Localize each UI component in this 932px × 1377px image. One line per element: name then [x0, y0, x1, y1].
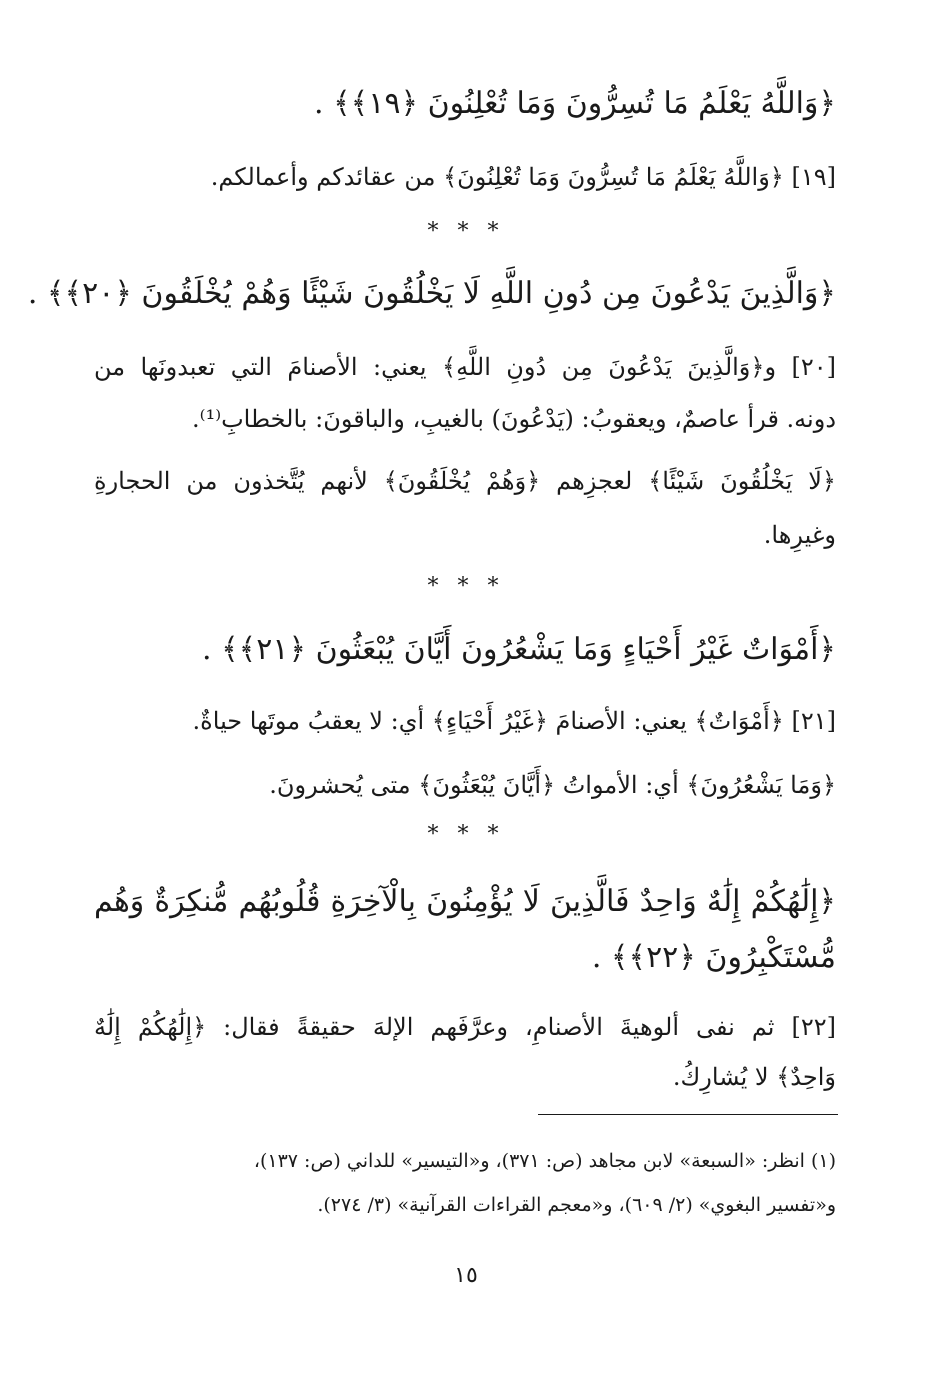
commentary-21-line: ﴿وَمَا يَشْعُرُونَ﴾ أي: الأمواتُ ﴿أَيَّانَ يُبْعَثُونَ﴾ متى يُحشرونَ. [269, 771, 836, 799]
commentary-20-line: [٢٠] و﴿وَالَّذِينَ يَدْعُونَ مِن دُونِ اللَّهِ﴾ يعني: الأصنامَ التي تعبدونَها من [94, 353, 836, 381]
verse-21: ﴿أَمْوَاتٌ غَيْرُ أَحْيَاءٍ وَمَا يَشْعُرُونَ أَيَّانَ يُبْعَثُونَ ﴿٢١﴾﴾ . [202, 632, 836, 667]
section-separator: * * * [427, 219, 505, 244]
footnote-divider [538, 1114, 838, 1115]
footnote-line: و«تفسير البغوي» (٢/ ٦٠٩)، و«معجم القراءات القرآنية» (٣/ ٢٧٤). [317, 1194, 836, 1216]
verse-22-line: ﴿إِلَٰهُكُمْ إِلَٰهٌ وَاحِدٌ فَالَّذِينَ لَا يُؤْمِنُونَ بِالْآخِرَةِ قُلُوبُهُم مُّنكِرَةٌ وَهُم [94, 884, 836, 919]
verse-22-line: مُّسْتَكْبِرُونَ ﴿٢٢﴾﴾ . [591, 940, 836, 975]
commentary-22-line: وَاحِدٌ﴾ لا يُشارِكُ. [672, 1063, 836, 1091]
commentary-20-line: وغيرِها. [763, 521, 836, 549]
commentary-21-line: [٢١] ﴿أَمْوَاتٌ﴾ يعني: الأصنامَ ﴿غَيْرُ أَحْيَاءٍ﴾ أي: لا يعقبُ موتَها حياةٌ. [192, 707, 836, 735]
page-number: ١٥ [454, 1263, 478, 1288]
section-separator: * * * [427, 822, 505, 847]
commentary-19: [١٩] ﴿وَاللَّهُ يَعْلَمُ مَا تُسِرُّونَ وَمَا تُعْلِنُونَ﴾ من عقائدكم وأعمالكم. [210, 163, 836, 191]
commentary-20-line: ﴿لَا يَخْلُقُونَ شَيْئًا﴾ لعجزِهم ﴿وَهُمْ يُخْلَقُونَ﴾ لأنهم يُتَّخذون من الحجارةِ [94, 467, 836, 495]
verse-20: ﴿وَالَّذِينَ يَدْعُونَ مِن دُونِ اللَّهِ لَا يَخْلُقُونَ شَيْئًا وَهُمْ يُخْلَقُونَ ﴿٢٠﴾﴾ . [27, 276, 836, 311]
verse-19: ﴿وَاللَّهُ يَعْلَمُ مَا تُسِرُّونَ وَمَا تُعْلِنُونَ ﴿١٩﴾﴾ . [314, 86, 836, 121]
section-separator: * * * [427, 574, 505, 599]
commentary-20-line: دونه. قرأ عاصمٌ، ويعقوبُ: (يَدْعُونَ) بالغيبِ، والباقونَ: بالخطابِ⁽¹⁾. [192, 405, 836, 433]
commentary-22-line: [٢٢] ثم نفى ألوهيةَ الأصنامِ، وعرَّفَهم الإلهَ حقيقةً فقال: ﴿إِلَٰهُكُمْ إِلَٰهٌ [94, 1013, 836, 1041]
footnote-line: (١) انظر: «السبعة» لابن مجاهد (ص: ٣٧١)، و«التيسير» للداني (ص: ١٣٧)، [253, 1150, 836, 1172]
